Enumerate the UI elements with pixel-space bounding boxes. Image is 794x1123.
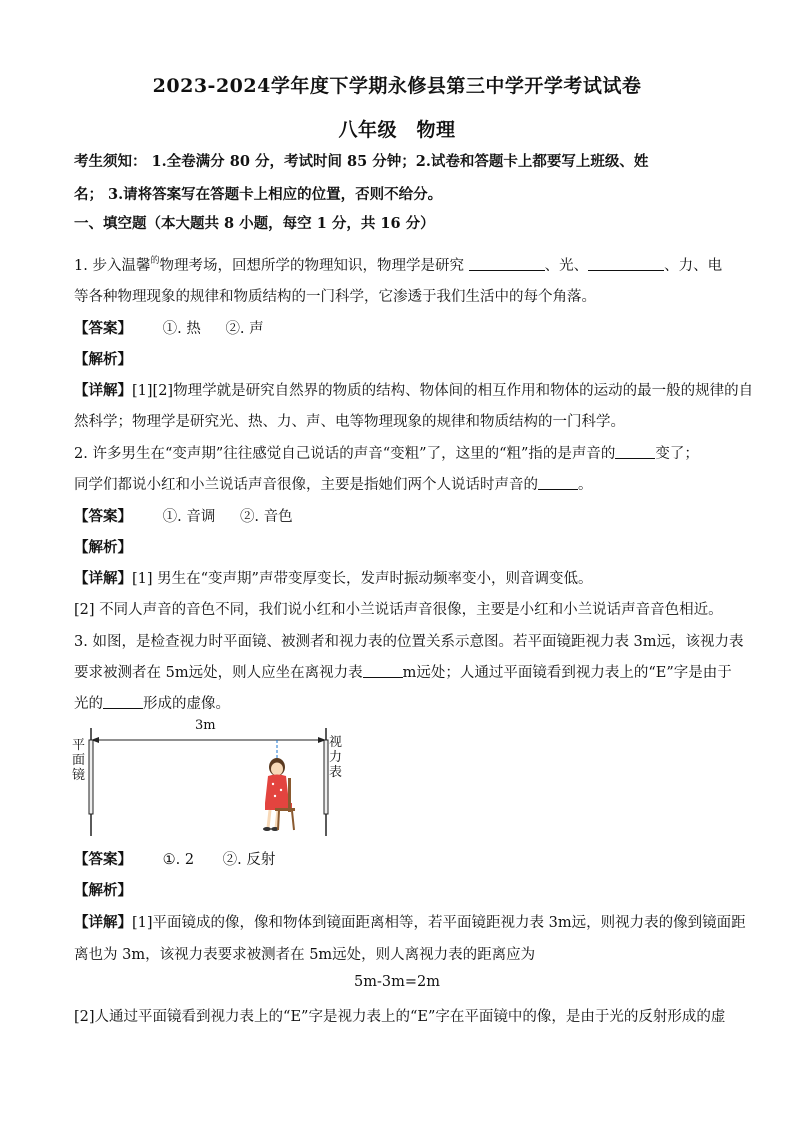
q3-detail-2: 离也为 3m，该视力表要求被测者在 5m远处，则人离视力表的距离应为 bbox=[74, 947, 536, 963]
q2-line2-a: 同学们都说小红和小兰说话声音很像，主要是指她们两个人说话时声音的 bbox=[74, 477, 538, 493]
mirror-label: 平面镜 bbox=[72, 738, 86, 783]
q2-detail-1 bbox=[74, 567, 724, 588]
notice-line-1: 考生须知： 1.全卷满分 80 分，考试时间 85 分钟；2.试卷和答题卡上都要写上班级、姓 bbox=[74, 153, 649, 170]
exam-title: 2023-2024学年度下学期永修县第三中学开学考试试卷 bbox=[152, 75, 642, 97]
q3-answer bbox=[74, 848, 724, 869]
q3-detail-text-1: [1]平面镜成的像，像和物体到镜面距离相等，若平面镜距视力表 3m远，则视力表的像到镜面距 bbox=[132, 915, 746, 931]
q3-answer-1: ①. 2 bbox=[162, 852, 195, 868]
chart-label: 视力表 bbox=[329, 735, 343, 780]
q2-blank-1 bbox=[615, 444, 655, 459]
person-icon bbox=[263, 758, 292, 831]
q1-analysis-tag: 【解析】 bbox=[74, 351, 132, 368]
eye-test-diagram bbox=[70, 718, 340, 840]
q3-detail-1 bbox=[74, 911, 746, 932]
q2-text-a: 2. 许多男生在“变声期”往往感觉自己说话的声音“变粗”了，这里的“粗”指的是声音的 bbox=[74, 446, 616, 462]
q3-line2-a: 要求被测者在 5m远处，则人应坐在离视力表 bbox=[74, 665, 363, 681]
q2-line-1 bbox=[74, 442, 724, 463]
q3-blank-1 bbox=[363, 663, 403, 678]
q2-answer-1: ①. 音调 bbox=[162, 509, 216, 525]
q1-line-2: 等各种物理现象的规律和物质结构的一门科学，它渗透于我们生活中的每个角落。 bbox=[74, 289, 596, 305]
q1-answer bbox=[74, 317, 724, 338]
q2-detail-2: [2] 不同人声音的音色不同，我们说小红和小兰说话声音很像，主要是小红和小兰说话声音音色相近。 bbox=[74, 602, 723, 618]
answer-tag: 【答案】 bbox=[74, 320, 132, 337]
q1-blank-2 bbox=[588, 256, 664, 271]
eye-test-figure bbox=[70, 718, 343, 840]
q1-text-d: 、力、电 bbox=[664, 258, 723, 274]
q2-detail-text-1: [1] 男生在“变声期”声带变厚变长，发声时振动频率变小，则音调变低。 bbox=[132, 571, 593, 587]
q1-text-b: 物理考场，回想所学的物理知识，物理学是研究 bbox=[159, 258, 464, 274]
q3-formula: 5m-3m=2m bbox=[354, 974, 440, 990]
q2-answer-2: ②. 音色 bbox=[239, 509, 293, 525]
q3-line-3 bbox=[74, 692, 724, 713]
notice-line-2: 名； 3.请将答案写在答题卡上相应的位置，否则不给分。 bbox=[74, 186, 443, 203]
q3-answer-2: ②. 反射 bbox=[222, 852, 276, 868]
q1-answer-2: ②. 声 bbox=[225, 321, 264, 337]
q1-superscript: 的 bbox=[150, 256, 160, 266]
q2-answer bbox=[74, 505, 724, 526]
q3-line2-b: m远处；人通过平面镜看到视力表上的“E”字是由于 bbox=[402, 665, 732, 681]
q3-detail-3: [2]人通过平面镜看到视力表上的“E”字是视力表上的“E”字在平面镜中的像，是由于光的反射形成的虚 bbox=[74, 1009, 726, 1025]
q1-blank-1 bbox=[469, 256, 545, 271]
q1-answer-1: ①. 热 bbox=[162, 321, 201, 337]
q3-line-1: 3. 如图，是检查视力时平面镜、被测者和视力表的位置关系示意图。若平面镜距视力表 3m远，该视力表 bbox=[74, 634, 744, 650]
q1-text-c: 、光、 bbox=[544, 258, 589, 274]
q3-line3-b: 形成的虚像。 bbox=[143, 696, 230, 712]
q1-detail-2: 然科学；物理学是研究光、热、力、声、电等物理现象的规律和物质结构的一门科学。 bbox=[74, 414, 625, 430]
q2-text-b: 变了； bbox=[655, 446, 699, 462]
detail-tag: 【详解】 bbox=[74, 382, 132, 399]
answer-tag: 【答案】 bbox=[74, 508, 132, 525]
mirror-body bbox=[89, 740, 93, 814]
q3-blank-2 bbox=[103, 694, 143, 709]
answer-tag: 【答案】 bbox=[74, 851, 132, 868]
section-heading: 一、填空题（本大题共 8 小题，每空 1 分，共 16 分） bbox=[74, 215, 435, 232]
exam-subtitle: 八年级 物理 bbox=[338, 119, 456, 141]
q1-detail-text-1: [1][2]物理学就是研究自然界的物质的结构、物体间的相互作用和物体的运动的最一般的规律的自 bbox=[132, 383, 754, 399]
q3-line3-a: 光的 bbox=[74, 696, 103, 712]
detail-tag: 【详解】 bbox=[74, 570, 132, 587]
distance-label: 3m bbox=[195, 718, 216, 733]
q1-detail-1 bbox=[74, 379, 754, 400]
q1-line-1 bbox=[74, 253, 724, 275]
detail-tag: 【详解】 bbox=[74, 914, 132, 931]
q1-text-a: 1. 步入温馨 bbox=[74, 258, 151, 274]
q2-line-2 bbox=[74, 473, 724, 494]
q2-line2-b: 。 bbox=[578, 477, 593, 493]
q3-analysis-tag: 【解析】 bbox=[74, 882, 132, 899]
q3-line-2 bbox=[74, 661, 732, 682]
q2-blank-2 bbox=[538, 475, 578, 490]
q2-analysis-tag: 【解析】 bbox=[74, 539, 132, 556]
chart-body bbox=[324, 740, 328, 814]
